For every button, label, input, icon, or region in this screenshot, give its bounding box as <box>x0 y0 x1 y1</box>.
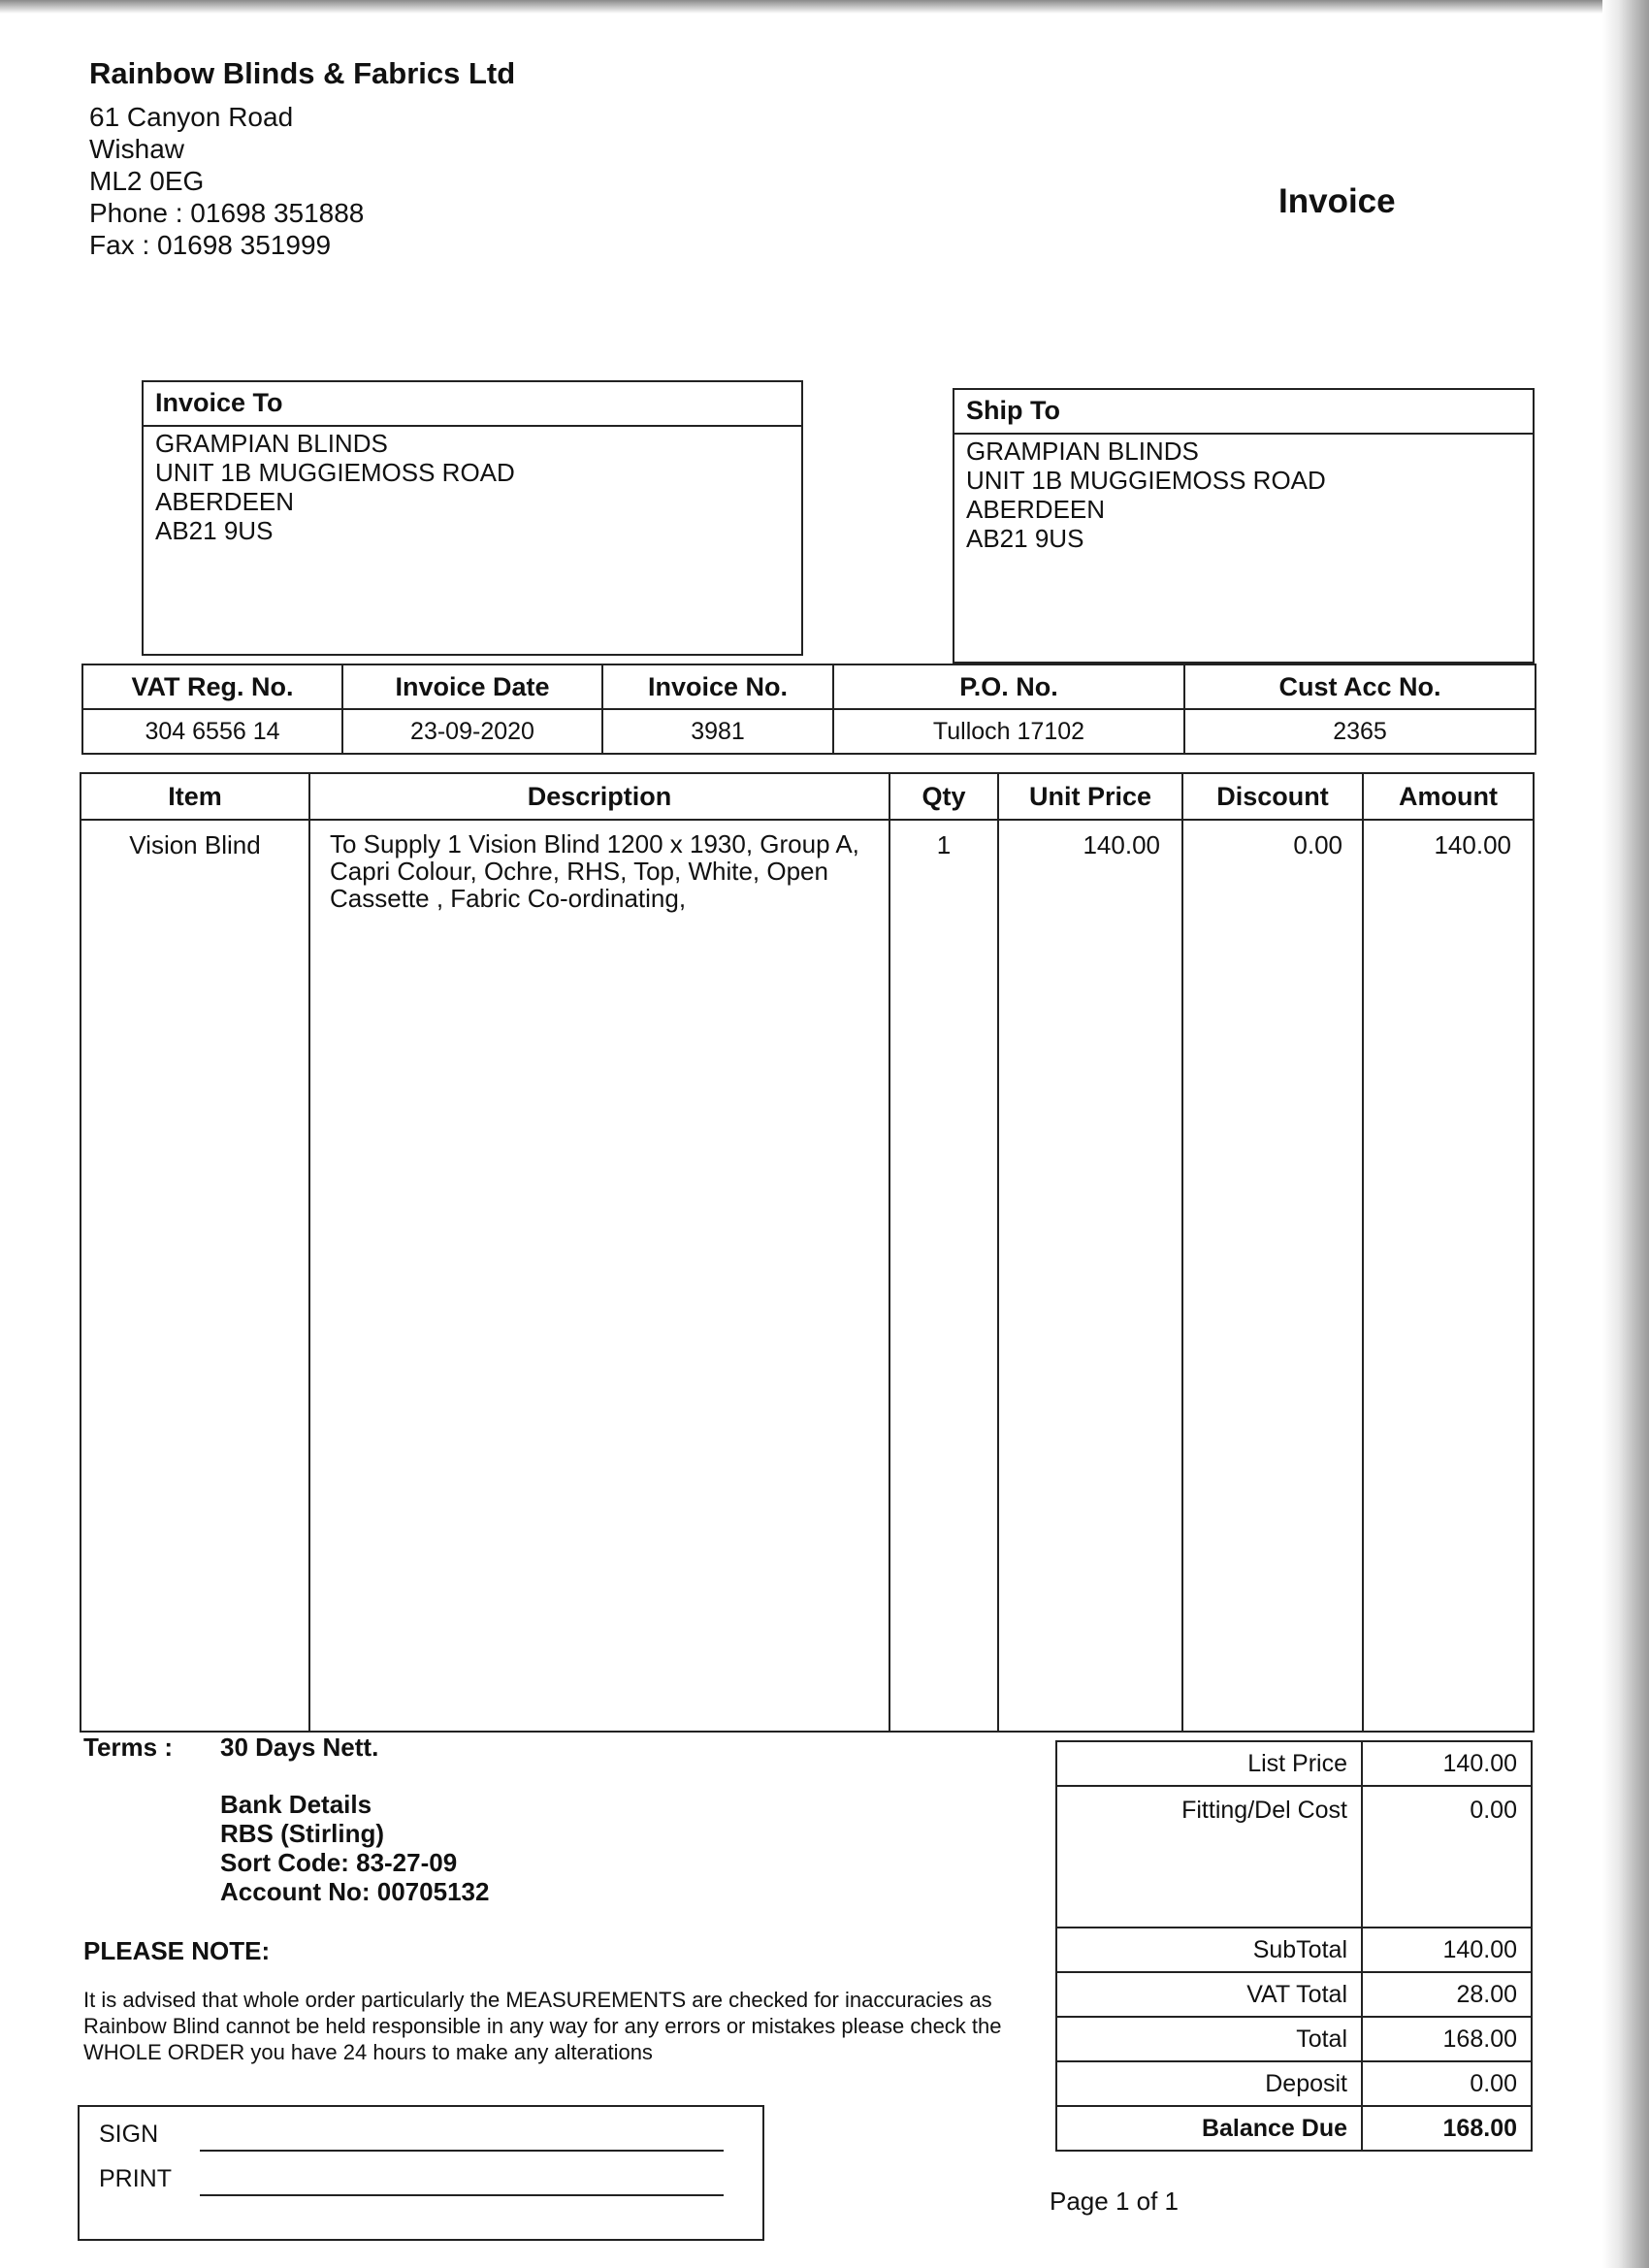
total-label: Total <box>1056 2017 1362 2061</box>
address-line: 61 Canyon Road <box>89 102 294 132</box>
invoice-date-value: 23-09-2020 <box>342 709 602 754</box>
fitting-value: 0.00 <box>1362 1786 1532 1928</box>
signature-box <box>78 2105 764 2241</box>
invoice-meta-table <box>81 664 1536 755</box>
fitting-label: Fitting/Del Cost <box>1056 1786 1362 1928</box>
scan-top-shadow <box>0 0 1649 14</box>
deposit-value: 0.00 <box>1362 2061 1532 2106</box>
vat-total-label: VAT Total <box>1056 1972 1362 2017</box>
note-text: It is advised that whole order particularly the MEASUREMENTS are checked for inaccuracies as Rainbow Blind cannot be held responsible in any way for any errors or mistakes please check the WHOLE ORDER you have 24 hours to make any alterations <box>83 1988 1002 2064</box>
print-line[interactable] <box>200 2194 724 2196</box>
totals-row <box>1056 1928 1532 1972</box>
address-line: Wishaw <box>89 134 185 164</box>
unit-price-header: Unit Price <box>998 773 1182 820</box>
line-items-table <box>80 772 1535 1733</box>
po-no-header: P.O. No. <box>833 664 1184 709</box>
vat-total-value: 28.00 <box>1362 1972 1532 2017</box>
invoice-date-header: Invoice Date <box>342 664 602 709</box>
totals-row <box>1056 2017 1532 2061</box>
totals-row <box>1056 1972 1532 2017</box>
note-title: PLEASE NOTE: <box>83 1936 271 1965</box>
invoice-to-box <box>142 380 803 656</box>
scan-edge-shadow <box>1602 0 1649 2268</box>
invoice-to-heading: Invoice To <box>144 382 801 427</box>
sign-label: SIGN <box>99 2121 159 2148</box>
invoice-to-line: AB21 9US <box>155 516 274 545</box>
invoice-no-header: Invoice No. <box>602 664 833 709</box>
address-line: ML2 0EG <box>89 166 205 196</box>
terms-label: Terms : <box>83 1733 173 1762</box>
ship-to-heading: Ship To <box>954 390 1533 435</box>
po-no-value: Tulloch 17102 <box>833 709 1184 754</box>
bank-details <box>220 1790 489 1906</box>
totals-row <box>1056 1741 1532 1786</box>
ship-to-line: UNIT 1B MUGGIEMOSS ROAD <box>966 466 1326 495</box>
discount-header: Discount <box>1182 773 1363 820</box>
document-title: Invoice <box>1278 182 1396 220</box>
vat-reg-value: 304 6556 14 <box>82 709 342 754</box>
company-name: Rainbow Blinds & Fabrics Ltd <box>89 56 516 90</box>
list-price-value: 140.00 <box>1362 1741 1532 1786</box>
table-row <box>81 820 1534 1732</box>
qty-header: Qty <box>889 773 998 820</box>
total-value: 168.00 <box>1362 2017 1532 2061</box>
unit-price-cell: 140.00 <box>998 820 1182 1732</box>
item-header: Item <box>81 773 309 820</box>
ship-to-line: ABERDEEN <box>966 495 1106 524</box>
invoice-to-line: UNIT 1B MUGGIEMOSS ROAD <box>155 458 515 487</box>
account-number: Account No: 00705132 <box>220 1877 490 1906</box>
invoice-to-line: ABERDEEN <box>155 487 295 516</box>
item-cell: Vision Blind <box>81 820 309 1732</box>
ship-to-address <box>954 435 1533 553</box>
totals-row <box>1056 1786 1532 1928</box>
company-fax: Fax : 01698 351999 <box>89 230 332 260</box>
description-cell: To Supply 1 Vision Blind 1200 x 1930, Group A, Capri Colour, Ochre, RHS, Top, White, Open Cassette , Fabric Co-ordinating, <box>309 820 889 1732</box>
ship-to-line: GRAMPIAN BLINDS <box>966 437 1199 466</box>
invoice-no-value: 3981 <box>602 709 833 754</box>
balance-due-label: Balance Due <box>1056 2106 1362 2151</box>
invoice-to-line: GRAMPIAN BLINDS <box>155 429 388 458</box>
discount-cell: 0.00 <box>1182 820 1363 1732</box>
amount-header: Amount <box>1363 773 1534 820</box>
invoice-to-address <box>144 427 801 545</box>
vat-reg-header: VAT Reg. No. <box>82 664 342 709</box>
company-address <box>89 101 364 261</box>
totals-table <box>1055 1740 1533 2152</box>
sign-line[interactable] <box>200 2150 724 2152</box>
print-label: PRINT <box>99 2165 172 2192</box>
qty-cell: 1 <box>889 820 998 1732</box>
ship-to-line: AB21 9US <box>966 524 1084 553</box>
sort-code: Sort Code: 83-27-09 <box>220 1848 458 1877</box>
subtotal-value: 140.00 <box>1362 1928 1532 1972</box>
balance-due-value: 168.00 <box>1362 2106 1532 2151</box>
bank-details-heading: Bank Details <box>220 1790 372 1819</box>
description-header: Description <box>309 773 889 820</box>
cust-acc-header: Cust Acc No. <box>1184 664 1536 709</box>
terms-value: 30 Days Nett. <box>220 1733 379 1762</box>
totals-row <box>1056 2106 1532 2151</box>
bank-name: RBS (Stirling) <box>220 1819 384 1848</box>
company-phone: Phone : 01698 351888 <box>89 198 365 228</box>
subtotal-label: SubTotal <box>1056 1928 1362 1972</box>
ship-to-box <box>953 388 1535 664</box>
list-price-label: List Price <box>1056 1741 1362 1786</box>
cust-acc-value: 2365 <box>1184 709 1536 754</box>
deposit-label: Deposit <box>1056 2061 1362 2106</box>
page-number: Page 1 of 1 <box>1050 2187 1179 2216</box>
amount-cell: 140.00 <box>1363 820 1534 1732</box>
totals-row <box>1056 2061 1532 2106</box>
